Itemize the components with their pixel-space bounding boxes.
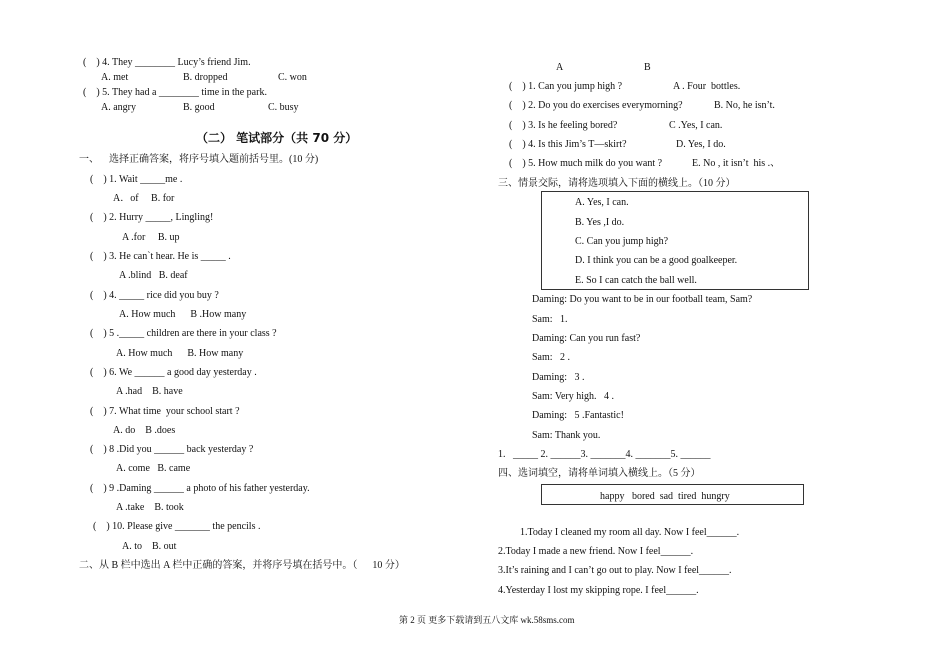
match-b2: B. No, he isn’t. (714, 100, 775, 111)
column-a-label: A (556, 62, 564, 73)
word-bank: happy bored sad tired hungry (600, 491, 730, 502)
fill-item-1: 1.Today I cleaned my room all day. Now I feel______. (520, 527, 740, 538)
fill-item-2: 2.Today I made a new friend. Now I feel______. (498, 546, 694, 557)
part1-q1-options: A．of B. for (113, 193, 175, 204)
part4-heading: 四、选词填空，请将单词填入横线上。（5 分） (498, 468, 701, 479)
section-title: （二） 笔试部分（共 70 分） (196, 131, 358, 145)
part1-q7-options: A. do B .does (113, 425, 176, 436)
part1-q5: ( ) 5 ._____ children are there in your class ? (90, 328, 277, 339)
option-e: E. So I can catch the ball well. (575, 275, 697, 286)
dialogue-line-3: Daming: Can you run fast? (532, 333, 641, 344)
dialogue-line-8: Sam: Thank you. (532, 430, 601, 441)
part1-q6: ( ) 6. We ______ a good day yesterday . (90, 367, 257, 378)
part1-q5-options: A. How much B. How many (116, 348, 244, 359)
part1-q4-options: A. How much B .How many (119, 309, 247, 320)
part1-q7: ( ) 7. What time your school start ? (90, 406, 240, 417)
option-b: B. Yes ,I do. (575, 217, 625, 228)
part1-q4: ( ) 4. _____ rice did you buy ? (90, 290, 219, 301)
part1-q8: ( ) 8 .Did you ______ back yesterday ? (90, 444, 254, 455)
match-q3: ( ) 3. Is he feeling bored? (509, 120, 618, 131)
match-b5: E. No , it isn’t his .、 (692, 158, 781, 169)
part1-q8-options: A. come B. came (116, 463, 191, 474)
question-5-option-c: C. busy (268, 102, 299, 113)
dialogue-line-4: Sam: 2 . (532, 352, 571, 363)
part1-q6-options: A .had B. have (116, 386, 183, 397)
part1-q9-options: A .take B. took (116, 502, 184, 513)
part1-q3: ( ) 3. He can`t hear. He is _____ . (90, 251, 231, 262)
question-4-option-c: C. won (278, 72, 307, 83)
match-q1: ( ) 1. Can you jump high ? (509, 81, 623, 92)
part3-heading: 三、情景交际，请将选项填入下面的横线上。（10 分） (498, 178, 736, 189)
dialogue-line-5: Daming: 3 . (532, 372, 585, 383)
fill-item-3: 3.It’s raining and I can’t go out to play. Now I feel______. (498, 565, 732, 576)
part1-heading: 一、 选择正确答案，将序号填入题前括号里。(10 分) (79, 154, 319, 165)
option-c: C. Can you jump high? (575, 236, 669, 247)
dialogue-line-1: Daming: Do you want to be in our football team, Sam? (532, 294, 753, 305)
option-d: D. I think you can be a good goalkeeper. (575, 255, 738, 266)
match-b4: D. Yes, I do. (676, 139, 726, 150)
page-footer: 第 2 页 更多下载请到五八文库 wk.58sms.com (399, 615, 575, 625)
part1-q9: ( ) 9 .Daming ______ a photo of his father yesterday. (90, 483, 310, 494)
dialogue-line-2: Sam: 1. (532, 314, 568, 325)
part1-q2-options: A .for B. up (122, 232, 180, 243)
answer-line: 1. _____ 2. ______3. _______4. _______5. ______ (498, 449, 711, 460)
match-b1: A . Four bottles. (673, 81, 741, 92)
question-4-stem: ( ) 4. They ________ Lucy’s friend Jim. (83, 57, 251, 68)
match-q4: ( ) 4. Is this Jim’s T—skirt? (509, 139, 627, 150)
match-b3: C .Yes, I can. (669, 120, 723, 131)
question-5-option-a: A. angry (101, 102, 136, 113)
question-4-option-b: B. dropped (183, 72, 228, 83)
part1-q10: ( ) 10. Please give _______ the pencils . (93, 521, 261, 532)
match-q5: ( ) 5. How much milk do you want ? (509, 158, 663, 169)
fill-item-4: 4.Yesterday I lost my skipping rope. I feel______. (498, 585, 699, 596)
part1-q1: ( ) 1. Wait _____me . (90, 174, 183, 185)
part1-q3-options: A .blind B. deaf (119, 270, 188, 281)
question-5-stem: ( ) 5. They had a ________ time in the park. (83, 87, 267, 98)
option-a: A. Yes, I can. (575, 197, 629, 208)
question-4-option-a: A. met (101, 72, 129, 83)
dialogue-line-7: Daming: 5 .Fantastic! (532, 410, 624, 421)
match-q2: ( ) 2. Do you do exercises everymorning? (509, 100, 683, 111)
column-b-label: B (644, 62, 651, 73)
part1-q10-options: A. to B. out (122, 541, 177, 552)
question-5-option-b: B. good (183, 102, 215, 113)
dialogue-line-6: Sam: Very high. 4 . (532, 391, 615, 402)
part2-heading: 二、从 B 栏中选出 A 栏中正确的答案，并将序号填在括号中。（ 10 分） (79, 560, 405, 571)
part1-q2: ( ) 2. Hurry _____, Lingling! (90, 212, 214, 223)
